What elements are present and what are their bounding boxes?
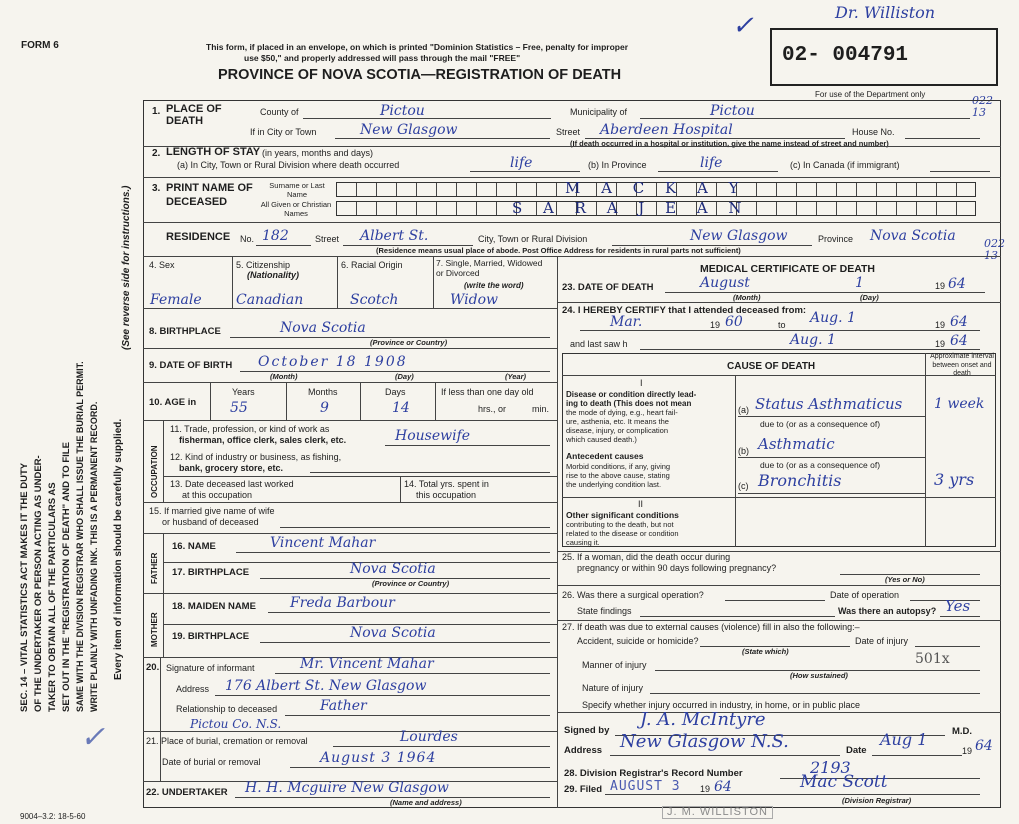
street-label: Street xyxy=(556,127,581,137)
interval-header: Approximate interval between onset and death xyxy=(930,353,994,377)
woman-label-1: 25. If a woman, did the death occur during xyxy=(562,552,731,562)
side-notice-line7: Every item of information should be carefully supplied. xyxy=(113,418,124,680)
residence-no-label: No. xyxy=(240,234,255,244)
due-to-a: due to (or as a consequence of) xyxy=(760,419,881,429)
municipality-value: Pictou xyxy=(710,103,755,119)
department-note: For use of the Department only xyxy=(815,90,926,99)
citizenship-label: 5. Citizenship xyxy=(236,260,291,270)
part-one-label: I xyxy=(640,378,643,388)
signed-value: J. A. McIntyre xyxy=(640,709,766,730)
filed-value: AUGUST 3 xyxy=(610,779,681,794)
nature-label: Nature of injury xyxy=(582,683,644,693)
age-years: 55 xyxy=(230,400,248,416)
industry-label-2: bank, grocery store, etc. xyxy=(179,463,284,473)
min-label: min. xyxy=(532,404,550,414)
county-value: Pictou xyxy=(380,103,425,119)
spouse-label-2: or husband of deceased xyxy=(162,517,259,527)
print-code: 9004–3.2: 18-5-60 xyxy=(20,812,86,821)
age-years-label: Years xyxy=(232,387,255,397)
attended-from: Mar. xyxy=(610,314,643,330)
other-label-1: Other significant conditions xyxy=(566,510,679,520)
attended-to: Aug. 1 xyxy=(810,310,856,326)
top-handwritten-note: Dr. Williston xyxy=(835,3,936,22)
mother-birthplace-label: 19. BIRTHPLACE xyxy=(172,631,250,642)
birthplace-label: 8. BIRTHPLACE xyxy=(149,326,221,337)
mother-maiden-label: 18. MAIDEN NAME xyxy=(172,601,256,612)
last-seen-value: Aug. 1 xyxy=(790,332,836,348)
signed-date-label: Date xyxy=(846,745,867,756)
residence-label: RESIDENCE xyxy=(166,231,231,243)
residence-street-label: Street xyxy=(315,234,340,244)
side-notice-line4: SET OUT IN THE "REGISTRATION OF DEATH" AND TO FILE xyxy=(61,442,72,712)
side-notice-line3: TAKER TO OBTAIN ALL OF THE PARTICULARS AS xyxy=(47,482,58,712)
cause-a: Status Asthmaticus xyxy=(755,395,903,413)
immediate-label-1: Disease or condition directly lead- xyxy=(566,390,697,399)
trade-label-1: 11. Trade, profession, or kind of work as xyxy=(170,424,330,434)
age-days-label: Days xyxy=(385,387,406,397)
burial-place: Lourdes xyxy=(400,729,458,745)
side-notice-line8: (See reverse side for instructions.) xyxy=(121,185,132,350)
findings-label: State findings xyxy=(577,606,632,616)
hrs-label: hrs., or xyxy=(478,404,507,414)
autopsy-label: Was there an autopsy? xyxy=(838,606,937,616)
place-note: (If death occurred in a hospital or institution, give the name instead of street and number) xyxy=(570,139,889,148)
death-date-label: 23. DATE OF DEATH xyxy=(562,282,654,293)
attended-19-a: 19 xyxy=(710,320,721,330)
father-name-label: 16. NAME xyxy=(172,541,216,552)
municipality-label: Municipality of xyxy=(570,107,628,117)
residence-province: Nova Scotia xyxy=(870,228,956,244)
form-number: FORM 6 xyxy=(21,40,59,51)
stay-label: LENGTH OF STAY xyxy=(166,146,261,158)
total-years-label-1: 14. Total yrs. spent in xyxy=(404,479,489,489)
undertaker-value: H. H. Mcguire New Glasgow xyxy=(245,780,449,796)
place-of-death-num: 1. xyxy=(152,106,161,117)
residence-street: Albert St. xyxy=(360,228,429,244)
stay-a-value: life xyxy=(510,155,533,171)
last-seen-label: and last saw h xyxy=(570,339,628,349)
state-which: (State which) xyxy=(742,647,789,656)
death-month-label: (Month) xyxy=(733,293,761,302)
signed-label: Signed by xyxy=(564,725,610,736)
racial-label: 6. Racial Origin xyxy=(341,260,403,270)
signed-19: 19 xyxy=(962,746,973,756)
spouse-label-1: 15. If married give name of wife xyxy=(149,506,275,516)
injury-date-label: Date of injury xyxy=(855,636,909,646)
last-seen-19: 19 xyxy=(935,339,946,349)
stay-num: 2. xyxy=(152,148,161,159)
autopsy-value: Yes xyxy=(945,597,971,615)
how-sustained: (How sustained) xyxy=(790,671,848,680)
registration-number: 02- 004791 xyxy=(782,44,909,67)
due-to-b: due to (or as a consequence of) xyxy=(760,460,881,470)
total-years-label-2: this occupation xyxy=(416,490,477,500)
undertaker-label: 22. UNDERTAKER xyxy=(146,787,228,798)
stay-b-value: life xyxy=(700,155,723,171)
record-value: 2193 xyxy=(810,758,851,777)
death-date-day: 1 xyxy=(855,275,864,291)
operation-date-label: Date of operation xyxy=(830,590,900,600)
informant-address-label: Address xyxy=(176,684,210,694)
immediate-label-3: the mode of dying, e.g., heart fail- xyxy=(566,408,678,417)
cause-a-label: (a) xyxy=(738,405,749,415)
accident-label: Accident, suicide or homicide? xyxy=(577,636,699,646)
part-two-label: II xyxy=(638,499,644,509)
other-label-4: causing it. xyxy=(566,538,600,547)
form-title: PROVINCE OF NOVA SCOTIA—REGISTRATION OF DEATH xyxy=(218,67,622,83)
cause-c-label: (c) xyxy=(738,481,749,491)
place-of-death-label: PLACE OF DEATH xyxy=(166,103,222,127)
relationship-value: Father xyxy=(320,698,367,714)
residence-province-label: Province xyxy=(818,234,854,244)
informant-sig-label: Signature of informant xyxy=(166,663,255,673)
cause-b-label: (b) xyxy=(738,446,749,456)
father-birthplace: Nova Scotia xyxy=(350,561,436,577)
margin-code-1: 022 13 xyxy=(972,94,993,119)
street-value: Aberdeen Hospital xyxy=(600,122,733,138)
cause-header: CAUSE OF DEATH xyxy=(727,361,816,372)
age-label: 10. AGE in xyxy=(149,397,197,408)
stay-c-label: (c) In Canada (if immigrant) xyxy=(790,160,900,170)
antecedent-label-4: the underlying condition last. xyxy=(566,480,662,489)
house-label: House No. xyxy=(852,127,895,137)
immediate-label-5: disease, injury, or complication xyxy=(566,426,668,435)
immediate-label-4: ure, asthenia, etc. It means the xyxy=(566,417,669,426)
occupation-side-label: OCCUPATION xyxy=(150,445,159,498)
dob-label: 9. DATE OF BIRTH xyxy=(149,360,233,371)
woman-label-2: pregnancy or within 90 days following pregnancy? xyxy=(577,563,777,573)
manner-label: Manner of injury xyxy=(582,660,647,670)
surname-label: Surname or Last Name xyxy=(269,181,325,199)
given-label: All Given or Christian Names xyxy=(260,200,332,218)
last-worked-label-1: 13. Date deceased last worked xyxy=(170,479,294,489)
death-year-prefix: 19 xyxy=(935,281,946,291)
immediate-label-2: ing to death (This does not mean xyxy=(566,399,692,408)
sex-value: Female xyxy=(150,292,202,308)
surgical-label: 26. Was there a surgical operation? xyxy=(562,590,704,600)
dob-value: October 18 1908 xyxy=(258,354,408,370)
certify-label: 24. I HEREBY CERTIFY that I attended deceased from: xyxy=(562,305,807,316)
envelope-note-1: This form, if placed in an envelope, on which is printed "Dominion Statistics – Free, penalty for improper xyxy=(206,42,629,52)
birthplace-value: Nova Scotia xyxy=(280,320,366,336)
residence-city-label: City, Town or Rural Division xyxy=(478,234,588,244)
sex-label: 4. Sex xyxy=(149,260,175,270)
death-day-label: (Day) xyxy=(860,293,879,302)
top-check-mark: ✓ xyxy=(732,11,754,41)
attended-from-year: 60 xyxy=(725,314,743,330)
registrar-sub: (Division Registrar) xyxy=(842,796,912,805)
undertaker-sub: (Name and address) xyxy=(390,798,462,807)
cause-b: Asthmatic xyxy=(758,435,835,453)
industry-label-1: 12. Kind of industry or business, as fishing, xyxy=(170,452,342,462)
side-notice-line1: SEC. 14 – VITAL STATISTICS ACT MAKES IT THE DUTY xyxy=(19,462,30,712)
cause-a-interval: 1 week xyxy=(934,396,985,412)
residence-city: New Glasgow xyxy=(690,228,788,244)
informant-sig: Mr. Vincent Mahar xyxy=(300,656,434,672)
residence-note: (Residence means usual place of abode. Post Office Address for residents in rural parts not sufficient) xyxy=(376,246,741,255)
margin-code-2: 022 13 xyxy=(984,237,1005,262)
mother-maiden: Freda Barbour xyxy=(290,595,395,611)
filed-year: 64 xyxy=(714,779,732,795)
last-worked-label-2: at this occupation xyxy=(182,490,253,500)
filed-19: 19 xyxy=(700,784,711,794)
immediate-label-6: which caused death.) xyxy=(566,435,637,444)
informant-address: 176 Albert St. New Glasgow xyxy=(225,678,427,694)
father-birthplace-label: 17. BIRTHPLACE xyxy=(172,567,250,578)
filed-label: 29. Filed xyxy=(564,784,603,795)
woman-yes-no: (Yes or No) xyxy=(885,575,925,584)
signed-date: Aug 1 xyxy=(880,730,928,749)
signed-year: 64 xyxy=(975,738,993,754)
age-days: 14 xyxy=(392,400,410,416)
side-notice-line6: WRITE PLAINLY WITH UNFADING INK. THIS IS A PERMANENT RECORD. xyxy=(89,401,99,712)
name-label: PRINT NAME OF DECEASED xyxy=(166,182,253,208)
attended-to-label: to xyxy=(778,320,786,330)
other-label-3: related to the disease or condition xyxy=(566,529,679,538)
county-label: County of xyxy=(260,107,299,117)
relationship-label: Relationship to deceased xyxy=(176,704,278,714)
given-value: S A R A J E A N xyxy=(512,199,750,217)
dob-day-label: (Day) xyxy=(395,372,414,381)
doctor-address-label: Address xyxy=(564,745,603,756)
medical-header: MEDICAL CERTIFICATE OF DEATH xyxy=(700,263,875,275)
burial-place-label: 21. Place of burial, cremation or removal xyxy=(146,736,308,746)
death-date-year: 64 xyxy=(948,276,966,292)
registrar-signature: Mac Scott xyxy=(800,772,888,792)
racial-value: Scotch xyxy=(350,292,399,308)
age-months-label: Months xyxy=(308,387,338,397)
stay-sub: (in years, months and days) xyxy=(262,148,374,158)
father-birthplace-sub: (Province or Country) xyxy=(372,579,450,588)
antecedent-label-3: rise to the above cause, stating xyxy=(566,471,670,480)
marital-value: Widow xyxy=(450,292,498,308)
marital-label: 7. Single, Married, Widowed or Divorced xyxy=(436,258,543,278)
envelope-note-2: use $50," and properly addressed will pass through the mail "FREE" xyxy=(244,53,521,63)
manner-code: 501x xyxy=(915,651,950,667)
city-label: If in City or Town xyxy=(250,127,317,137)
birthplace-sub: (Province or Country) xyxy=(370,338,448,347)
bottom-stamp: J. M. WILLISTON xyxy=(662,806,773,819)
specify-label: Specify whether injury occurred in industry, in home, or in public place xyxy=(582,700,860,710)
cause-c-interval: 3 yrs xyxy=(934,470,975,489)
last-seen-year: 64 xyxy=(950,333,968,349)
stay-a-label: (a) In City, Town or Rural Division where death occurred xyxy=(177,160,400,170)
other-label-2: contributing to the death, but not xyxy=(566,520,674,529)
citizenship-value: Canadian xyxy=(236,292,304,308)
age-months: 9 xyxy=(320,400,329,416)
marital-sub: (write the word) xyxy=(464,281,524,290)
informant-num: 20. xyxy=(146,662,160,673)
cause-c: Bronchitis xyxy=(758,471,842,490)
mother-side-label: MOTHER xyxy=(150,612,159,647)
external-label: 27. If death was due to external causes (violence) fill in also the following:– xyxy=(562,622,860,632)
antecedent-label-2: Morbid conditions, if any, giving xyxy=(566,462,671,471)
doctor-address: New Glasgow N.S. xyxy=(620,731,789,752)
attended-19-b: 19 xyxy=(935,320,946,330)
attended-to-year: 64 xyxy=(950,314,968,330)
md-label: M.D. xyxy=(952,726,973,737)
antecedent-label-1: Antecedent causes xyxy=(566,451,644,461)
mother-birthplace: Nova Scotia xyxy=(350,625,436,641)
father-side-label: FATHER xyxy=(150,552,159,584)
side-notice-line2: OF THE UNDERTAKER OR PERSON ACTING AS UNDER- xyxy=(33,455,44,712)
dob-month-label: (Month) xyxy=(270,372,298,381)
residence-no: 182 xyxy=(262,228,289,244)
trade-value: Housewife xyxy=(395,428,471,444)
trade-label-2: fisherman, office clerk, sales clerk, etc. xyxy=(179,435,347,445)
burial-date: August 3 1964 xyxy=(320,750,437,766)
stay-b-label: (b) In Province xyxy=(588,160,647,170)
nationality-label: (Nationality) xyxy=(247,270,300,280)
record-label: 28. Division Registrar's Record Number xyxy=(564,768,743,779)
burial-county-note: Pictou Co. N.S. xyxy=(190,717,282,731)
dob-year-label: (Year) xyxy=(505,372,526,381)
side-notice-line5: SAME WITH THE DIVISION REGISTRAR WHO SHALL ISSUE THE BURIAL PERMIT. xyxy=(75,361,85,712)
surname-value: M A C K A Y xyxy=(565,179,747,197)
name-num: 3. xyxy=(152,183,161,194)
less-than-day-label: If less than one day old xyxy=(441,387,534,397)
burial-date-label: Date of burial or removal xyxy=(162,757,261,767)
margin-check-mark: ✓ xyxy=(80,720,106,755)
death-date-month: August xyxy=(700,275,750,291)
city-value: New Glasgow xyxy=(360,122,458,138)
father-name: Vincent Mahar xyxy=(270,535,376,551)
